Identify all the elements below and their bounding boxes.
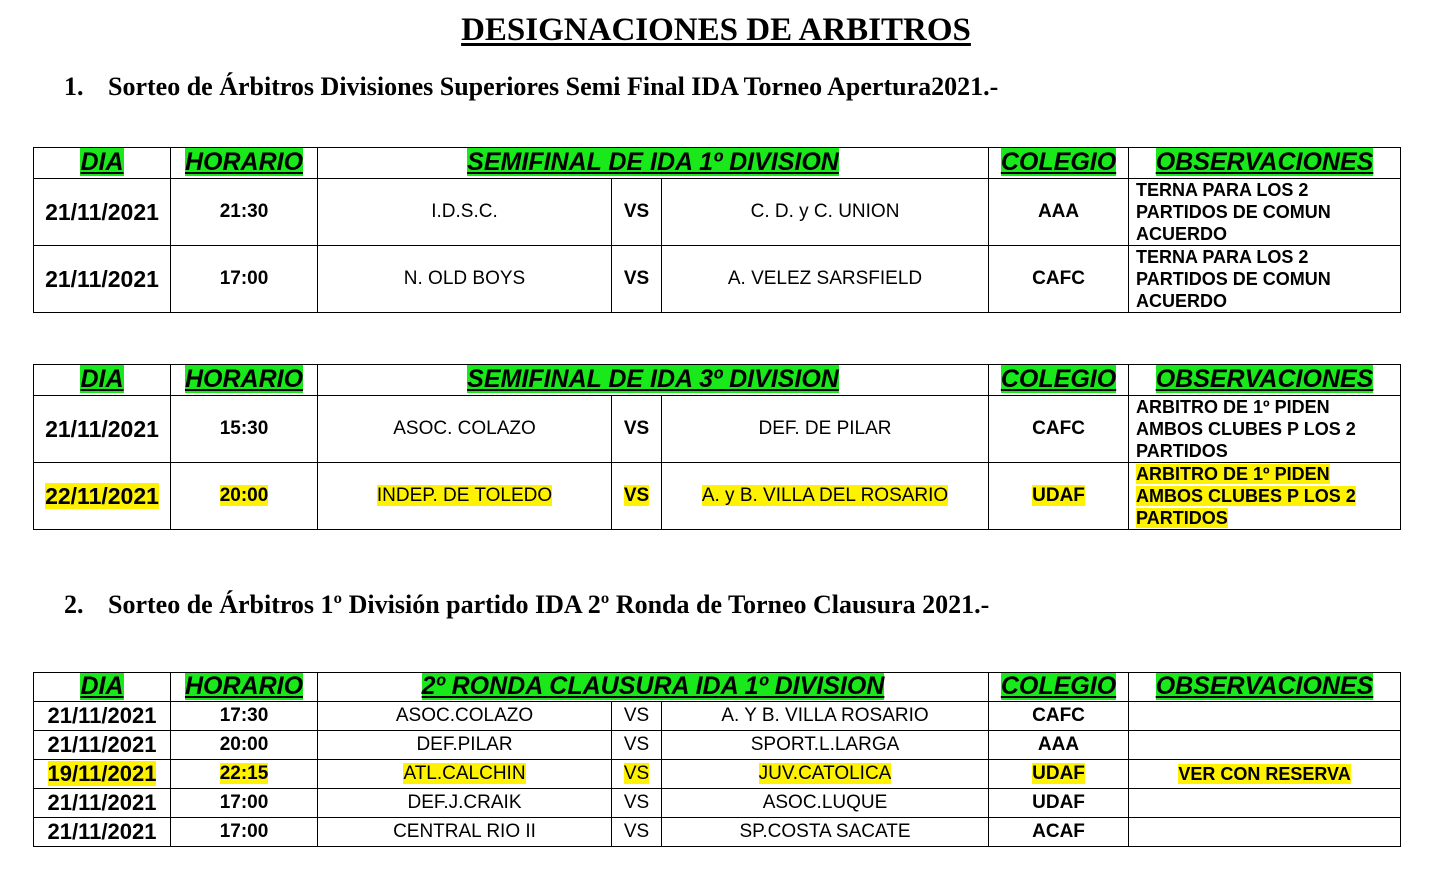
table-row (34, 760, 1401, 789)
header-horario (171, 365, 318, 396)
cell-local-text: ASOC. COLAZO (393, 418, 536, 439)
cell-local-text: ATL.CALCHIN (403, 763, 526, 784)
cell-horario-text: 17:30 (219, 705, 269, 726)
cell-horario (171, 396, 318, 463)
cell-horario-text: 15:30 (219, 418, 269, 439)
section-1-heading (64, 72, 998, 102)
table-row (34, 246, 1401, 313)
cell-visitante (662, 731, 989, 760)
cell-horario-text: 22:15 (219, 763, 269, 784)
cell-local (318, 396, 612, 463)
cell-horario-text: 17:00 (219, 268, 269, 289)
header-dia-label: DIA (80, 365, 124, 393)
cell-dia (34, 760, 171, 789)
header-colegio-label: COLEGIO (1000, 672, 1117, 700)
cell-dia-text: 22/11/2021 (45, 482, 159, 509)
cell-horario (171, 760, 318, 789)
cell-visitante (662, 789, 989, 818)
header-observaciones (1129, 365, 1401, 396)
cell-vs-text: VS (623, 763, 650, 784)
section-1-number: 1. (64, 72, 84, 101)
cell-local-text: N. OLD BOYS (403, 268, 526, 289)
cell-visitante-text: DEF. DE PILAR (758, 418, 892, 439)
cell-obs (1129, 179, 1401, 246)
cell-dia-text: 21/11/2021 (47, 819, 157, 844)
cell-obs (1129, 702, 1401, 731)
cell-local (318, 702, 612, 731)
cell-colegio-text: CAFC (1032, 418, 1085, 439)
cell-dia (34, 396, 171, 463)
cell-dia-text: 19/11/2021 (47, 761, 157, 786)
cell-vs (612, 463, 662, 530)
cell-horario (171, 463, 318, 530)
cell-visitante-text: C. D. y C. UNION (750, 201, 900, 222)
cell-local-text: ASOC.COLAZO (395, 705, 534, 726)
cell-obs (1129, 760, 1401, 789)
cell-obs (1129, 789, 1401, 818)
table-row (34, 731, 1401, 760)
cell-vs-text: VS (623, 792, 650, 813)
cell-obs (1129, 396, 1401, 463)
cell-horario-text: 17:00 (219, 821, 269, 842)
cell-obs (1129, 246, 1401, 313)
cell-horario-text: 17:00 (219, 792, 269, 813)
cell-obs-text: ARBITRO DE 1º PIDEN AMBOS CLUBES P LOS 2 PARTIDOS (1136, 397, 1356, 461)
header-match-label: SEMIFINAL DE IDA 3º DIVISION (467, 365, 839, 393)
cell-colegio (989, 396, 1129, 463)
cell-obs (1129, 818, 1401, 847)
cell-visitante-text: SP.COSTA SACATE (739, 821, 911, 842)
cell-colegio-text: AAA (1037, 734, 1080, 755)
cell-vs-text: VS (623, 705, 650, 726)
header-observaciones-label: OBSERVACIONES (1155, 672, 1374, 700)
cell-visitante-text: A. VELEZ SARSFIELD (727, 268, 923, 289)
header-observaciones-label: OBSERVACIONES (1155, 365, 1374, 393)
cell-visitante (662, 702, 989, 731)
cell-local (318, 818, 612, 847)
cell-dia-text: 21/11/2021 (47, 703, 157, 728)
cell-colegio (989, 246, 1129, 313)
header-horario-label: HORARIO (184, 365, 304, 393)
cell-local (318, 463, 612, 530)
cell-visitante (662, 760, 989, 789)
cell-horario-text: 20:00 (219, 734, 269, 755)
cell-local-text: DEF.J.CRAIK (407, 792, 522, 813)
cell-colegio-text: UDAF (1032, 763, 1085, 784)
cell-dia-text: 21/11/2021 (45, 198, 159, 225)
cell-local-text: INDEP. DE TOLEDO (376, 485, 553, 506)
cell-horario (171, 179, 318, 246)
cell-colegio-text: AAA (1037, 201, 1080, 222)
cell-vs (612, 789, 662, 818)
cell-vs (612, 818, 662, 847)
table-row (34, 789, 1401, 818)
cell-vs (612, 731, 662, 760)
cell-dia (34, 731, 171, 760)
table-row (34, 818, 1401, 847)
cell-visitante-text: JUV.CATOLICA (758, 763, 892, 784)
cell-dia-text: 21/11/2021 (47, 790, 157, 815)
cell-colegio-text: CAFC (1032, 268, 1085, 289)
cell-colegio-text: CAFC (1032, 705, 1085, 726)
table-header-row (34, 365, 1401, 396)
cell-dia (34, 246, 171, 313)
cell-obs-text: TERNA PARA LOS 2 PARTIDOS DE COMUN ACUERDO (1136, 180, 1331, 244)
cell-local (318, 179, 612, 246)
table-row (34, 179, 1401, 246)
page-title: DESIGNACIONES DE ARBITROS (461, 12, 971, 48)
cell-vs-text: VS (623, 734, 650, 755)
header-horario (171, 148, 318, 179)
cell-horario (171, 246, 318, 313)
cell-colegio-text: ACAF (1032, 821, 1085, 842)
cell-vs-text: VS (623, 268, 650, 289)
header-colegio (989, 673, 1129, 702)
cell-visitante (662, 246, 989, 313)
header-observaciones-label: OBSERVACIONES (1155, 148, 1374, 176)
header-match-label: 2º RONDA CLAUSURA IDA 1º DIVISION (421, 672, 885, 700)
table-clausura-2-ronda (33, 672, 1401, 847)
header-horario-label: HORARIO (184, 148, 304, 176)
cell-visitante-text: A. Y B. VILLA ROSARIO (721, 705, 929, 726)
cell-dia-text: 21/11/2021 (47, 732, 157, 757)
cell-colegio (989, 179, 1129, 246)
cell-vs (612, 702, 662, 731)
cell-local (318, 731, 612, 760)
table-semifinal-3-division (33, 364, 1401, 530)
cell-dia-text: 21/11/2021 (45, 415, 159, 442)
table-row (34, 702, 1401, 731)
section-2-text: Sorteo de Árbitros 1º División partido IDA 2º Ronda de Torneo Clausura 2021.- (108, 590, 990, 619)
cell-visitante (662, 818, 989, 847)
cell-horario-text: 21:30 (219, 201, 269, 222)
header-colegio (989, 365, 1129, 396)
cell-obs-text: ARBITRO DE 1º PIDEN AMBOS CLUBES P LOS 2 PARTIDOS (1136, 464, 1356, 528)
section-1-text: Sorteo de Árbitros Divisiones Superiores Semi Final IDA Torneo Apertura2021.- (108, 72, 999, 101)
cell-local-text: I.D.S.C. (431, 201, 498, 222)
cell-local (318, 760, 612, 789)
cell-colegio-text: UDAF (1032, 485, 1085, 506)
header-observaciones (1129, 673, 1401, 702)
cell-dia (34, 702, 171, 731)
cell-horario (171, 789, 318, 818)
header-match (318, 673, 989, 702)
header-match (318, 148, 989, 179)
cell-colegio (989, 760, 1129, 789)
cell-dia (34, 789, 171, 818)
cell-local-text: CENTRAL RIO II (393, 821, 536, 842)
cell-visitante (662, 396, 989, 463)
cell-vs-text: VS (623, 418, 650, 439)
header-horario-label: HORARIO (184, 672, 304, 700)
cell-visitante-text: A. y B. VILLA DEL ROSARIO (701, 485, 949, 506)
header-colegio-label: COLEGIO (1000, 148, 1117, 176)
cell-colegio (989, 702, 1129, 731)
header-horario (171, 673, 318, 702)
cell-vs (612, 396, 662, 463)
header-dia-label: DIA (80, 148, 124, 176)
table-row (34, 463, 1401, 530)
section-2-number: 2. (64, 590, 84, 619)
cell-colegio (989, 731, 1129, 760)
table-row (34, 396, 1401, 463)
cell-visitante (662, 179, 989, 246)
cell-dia (34, 818, 171, 847)
cell-obs (1129, 463, 1401, 530)
cell-horario (171, 731, 318, 760)
cell-vs (612, 246, 662, 313)
cell-dia (34, 179, 171, 246)
cell-horario (171, 818, 318, 847)
cell-horario (171, 702, 318, 731)
cell-vs-text: VS (623, 821, 650, 842)
table-header-row (34, 148, 1401, 179)
header-dia (34, 148, 171, 179)
cell-local-text: DEF.PILAR (416, 734, 513, 755)
cell-obs (1129, 731, 1401, 760)
header-match (318, 365, 989, 396)
cell-vs (612, 760, 662, 789)
cell-visitante-text: ASOC.LUQUE (762, 792, 888, 813)
cell-vs-text: VS (623, 485, 650, 506)
cell-local (318, 246, 612, 313)
header-dia (34, 365, 171, 396)
section-2-heading (64, 590, 989, 620)
cell-dia-text: 21/11/2021 (45, 265, 159, 292)
cell-horario-text: 20:00 (219, 485, 269, 506)
cell-vs-text: VS (623, 201, 650, 222)
table-header-row (34, 673, 1401, 702)
header-colegio (989, 148, 1129, 179)
header-dia (34, 673, 171, 702)
header-dia-label: DIA (80, 672, 124, 700)
cell-vs (612, 179, 662, 246)
header-match-label: SEMIFINAL DE IDA 1º DIVISION (467, 148, 839, 176)
cell-visitante (662, 463, 989, 530)
cell-colegio-text: UDAF (1032, 792, 1085, 813)
header-observaciones (1129, 148, 1401, 179)
table-semifinal-1-division (33, 147, 1401, 313)
cell-colegio (989, 818, 1129, 847)
header-colegio-label: COLEGIO (1000, 365, 1117, 393)
cell-dia (34, 463, 171, 530)
cell-colegio (989, 789, 1129, 818)
cell-obs-text: TERNA PARA LOS 2 PARTIDOS DE COMUN ACUERDO (1136, 247, 1331, 311)
cell-visitante-text: SPORT.L.LARGA (750, 734, 900, 755)
cell-local (318, 789, 612, 818)
cell-colegio (989, 463, 1129, 530)
cell-obs-text: VER CON RESERVA (1178, 763, 1351, 784)
